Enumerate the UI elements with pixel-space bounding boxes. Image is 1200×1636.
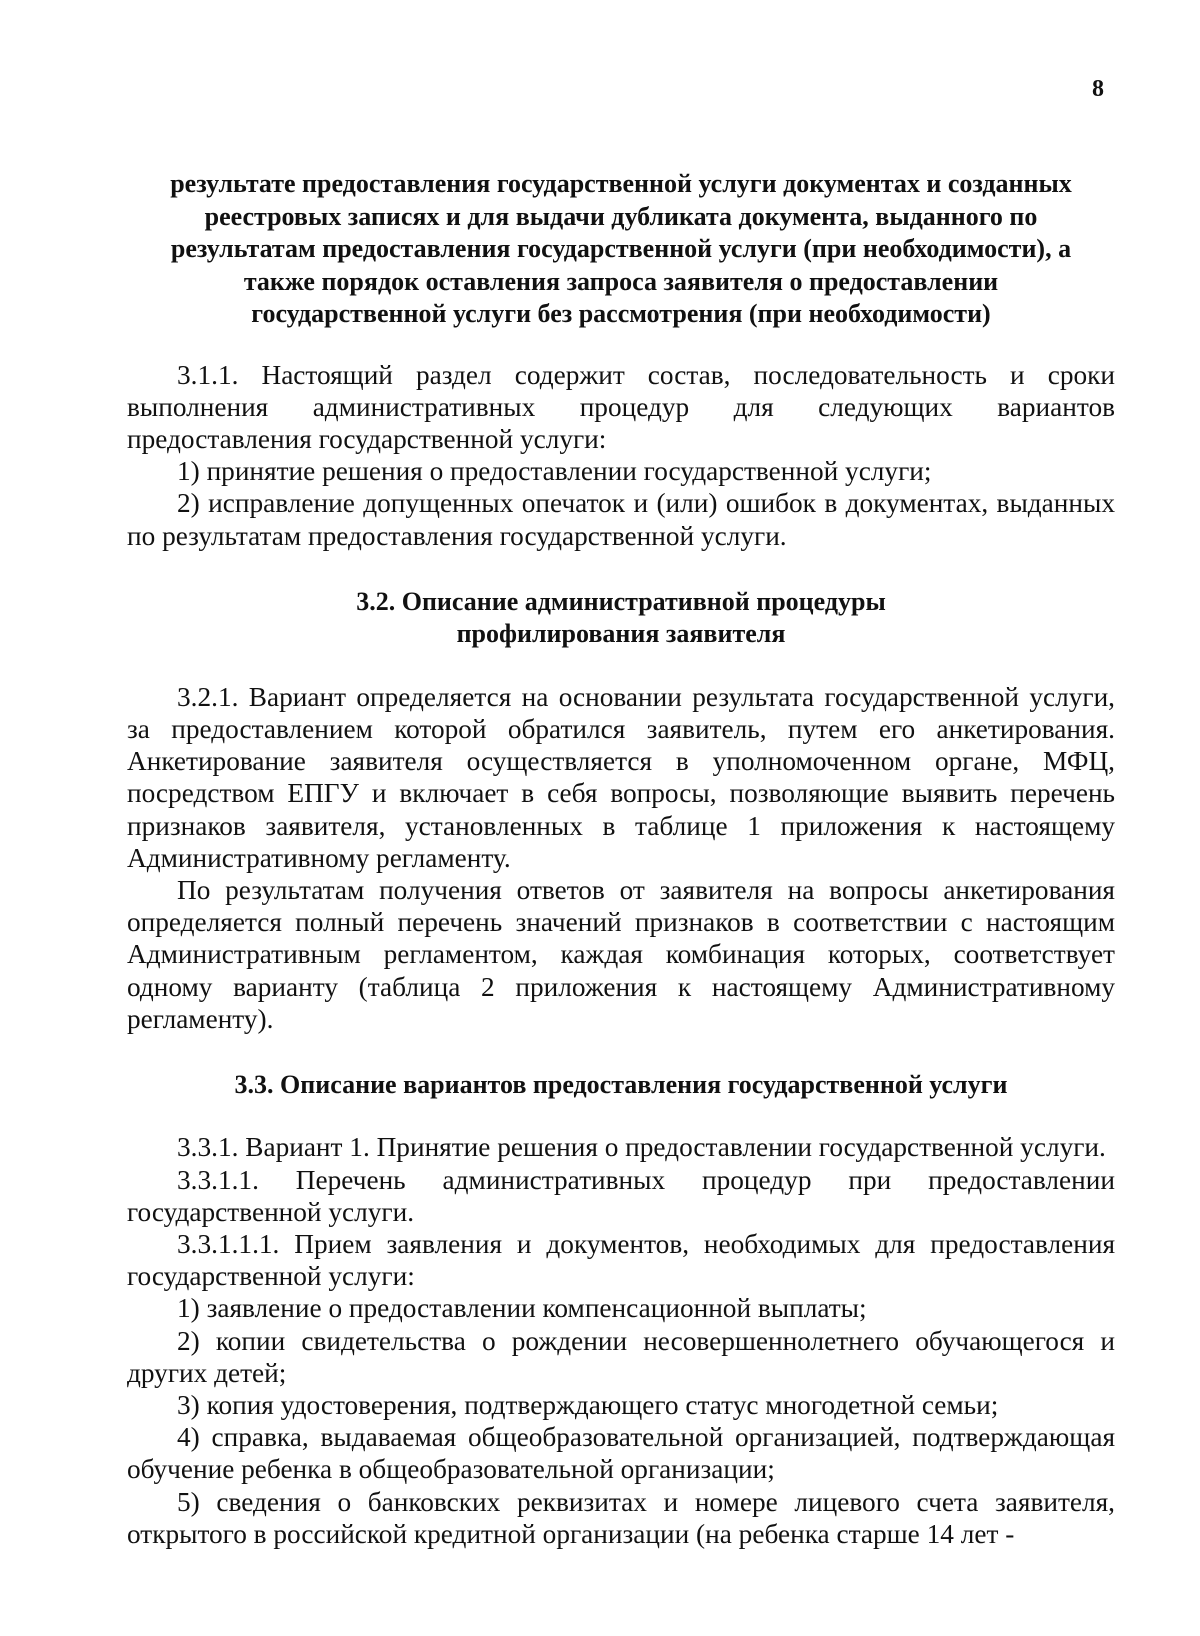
paragraph: 3.2.1. Вариант определяется на основании результата государственной услуги, за предоставлением которой обратился заявитель, путем его анкетирования. Анкетирование заявителя осуществляется в уполномоченном органе, МФЦ, посредством ЕПГУ и включает в себя вопросы, позволяющие выявить перечень признаков заявителя, установленных в таблице 1 приложения к настоящему Административному регламенту. [127,681,1115,873]
heading-line: результате предоставления государственной услуги документах и созданных [170,169,1072,198]
section-3-1 [127,359,1115,552]
spacer [127,331,1115,359]
section-heading-3-3 [127,1069,1115,1102]
list-item: 2) исправление допущенных опечаток и (или) ошибок в документах, выданных по результатам предоставления государственной услуги. [127,488,1115,551]
heading-line: результатам предоставления государственной услуги (при необходимости), а [170,234,1072,263]
list-item: 3) копия удостоверения, подтверждающего статус многодетной семьи; [177,1390,999,1421]
heading-line: профилирования заявителя [456,619,786,649]
paragraph: 3.3.1.1.1. Прием заявления и документов, необходимых для предоставления государственной услуги: [127,1229,1115,1292]
section-heading-top [127,168,1115,331]
list-item: 5) сведения о банковских реквизитах и номере лицевого счета заявителя, открытого в российской кредитной организации (на ребенка старше 14 лет - [127,1486,1115,1549]
paragraph: 3.3.1. Вариант 1. Принятие решения о предоставлении государственной услуги. [177,1132,1106,1163]
page-number: 8 [1092,76,1104,102]
heading-line: также порядок оставления запроса заявителя о предоставлении [243,266,999,296]
spacer [127,1101,1115,1131]
list-item: 4) справка, выдаваемая общеобразовательной организацией, подтверждающая обучение ребенка в общеобразовательной организации; [127,1422,1115,1485]
spacer [127,651,1115,681]
section-heading-3-2 [127,586,1115,651]
heading-line: 3.3. Описание вариантов предоставления государственной услуги [234,1069,1008,1099]
heading-line: 3.2. Описание административной процедуры [356,586,886,616]
paragraph: 3.3.1.1. Перечень административных процедур при предоставлении государственной услуги. [127,1164,1115,1227]
list-item: 1) заявление о предоставлении компенсационной выплаты; [177,1293,867,1324]
spacer [127,1035,1115,1069]
heading-line: реестровых записях и для выдачи дубликата документа, выданного по [204,201,1038,231]
list-item: 2) копии свидетельства о рождении несовершеннолетнего обучающегося и других детей; [127,1325,1115,1388]
paragraph: 3.1.1. Настоящий раздел содержит состав, последовательность и сроки выполнения административных процедур для следующих вариантов предоставления государственной услуги: [127,359,1115,454]
spacer [127,552,1115,586]
document-body [127,168,1115,1550]
section-3-3 [127,1131,1115,1550]
paragraph: По результатам получения ответов от заявителя на вопросы анкетирования определяется полный перечень значений признаков в соответствии с настоящим Административным регламентом, каждая комбинация которых, соответствует одному варианту (таблица 2 приложения к настоящему Административному регламенту). [127,874,1115,1034]
section-3-2 [127,681,1115,1035]
list-item: 1) принятие решения о предоставлении государственной услуги; [177,456,932,487]
heading-line: государственной услуги без рассмотрения (при необходимости) [251,299,991,328]
